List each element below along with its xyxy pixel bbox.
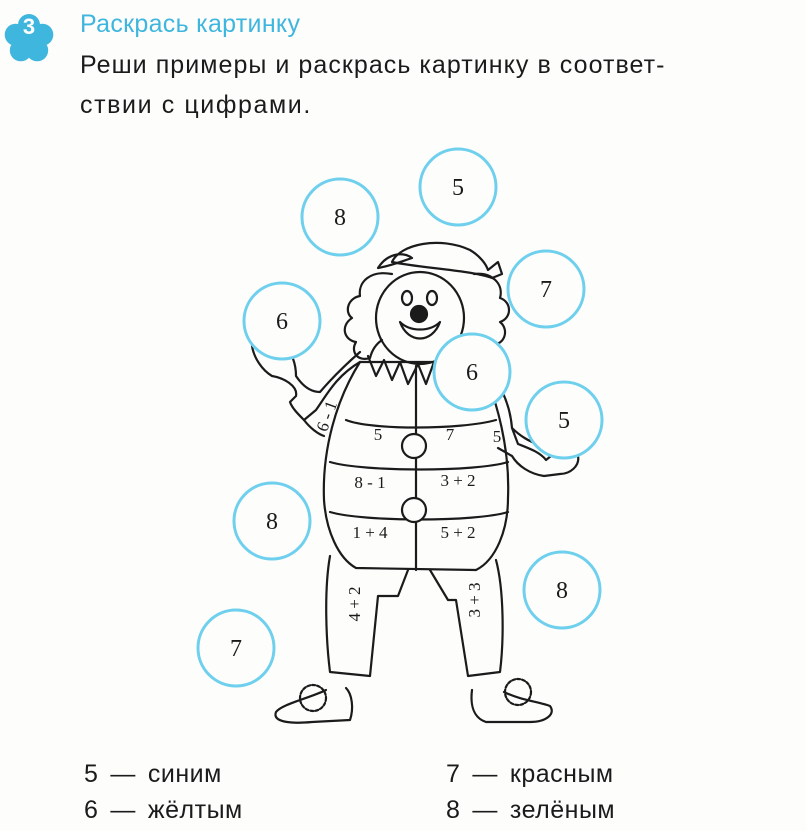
ball-number: 7 xyxy=(540,277,552,303)
left-leg-label: 4 + 2 xyxy=(345,586,364,622)
ball-number: 6 xyxy=(466,360,478,386)
task-number: 3 xyxy=(22,14,36,39)
ball-number: 5 xyxy=(452,175,464,201)
ball-number: 8 xyxy=(334,205,346,231)
legend-number: 8 xyxy=(446,796,461,824)
shoe-pompom-right xyxy=(505,679,531,705)
clown-right-shoe xyxy=(472,690,552,722)
legend-dash: — xyxy=(110,796,136,824)
task-title: Раскрась картинку xyxy=(80,10,301,38)
clown-eye-right xyxy=(427,291,437,305)
clown-button-2 xyxy=(402,498,426,522)
belly-upper-right-label: 3 + 2 xyxy=(440,471,476,490)
right-arm-label: 5 xyxy=(492,427,502,446)
belly-lower-left-label: 1 + 4 xyxy=(352,523,388,542)
legend-item-red xyxy=(446,760,614,789)
legend-dash: — xyxy=(472,760,498,788)
legend-item-green xyxy=(446,796,615,825)
legend-number: 7 xyxy=(446,760,461,788)
clown-mouth xyxy=(400,322,440,339)
clown-left-leg xyxy=(326,556,408,676)
ball-number: 8 xyxy=(266,509,278,535)
ball-number: 8 xyxy=(556,578,568,604)
left-arm-label: 6 - 1 xyxy=(312,398,342,435)
instruction-line-1: Реши примеры и раскрась картинку в соответ- xyxy=(80,51,666,79)
ball-number: 7 xyxy=(230,636,242,662)
ball-number: 6 xyxy=(276,309,288,335)
legend-dash: — xyxy=(472,796,498,824)
legend-item-blue xyxy=(84,760,222,789)
belly-lower-right-label: 5 + 2 xyxy=(440,523,476,542)
legend-color: зелёным xyxy=(509,796,616,824)
legend-dash: — xyxy=(110,760,136,788)
ball-number: 5 xyxy=(558,408,570,434)
instruction-line-2: ствии с цифрами. xyxy=(80,91,312,119)
clown-eye-left xyxy=(402,291,412,305)
clown-button-1 xyxy=(402,434,426,458)
legend-number: 6 xyxy=(84,796,99,824)
belly-upper-left-label: 8 - 1 xyxy=(354,473,386,492)
chest-left-label: 5 xyxy=(373,425,383,444)
clown-nose xyxy=(411,306,427,322)
clown-left-shoe xyxy=(275,688,352,723)
right-leg-label: 3 + 3 xyxy=(465,582,484,618)
legend-color: синим xyxy=(147,760,222,788)
chest-right-label: 7 xyxy=(445,425,455,444)
legend-color: красным xyxy=(509,760,614,788)
legend-color: жёлтым xyxy=(147,796,243,824)
juggling-balls xyxy=(198,149,602,686)
legend-number: 5 xyxy=(84,760,99,788)
legend-item-yellow xyxy=(84,796,243,825)
